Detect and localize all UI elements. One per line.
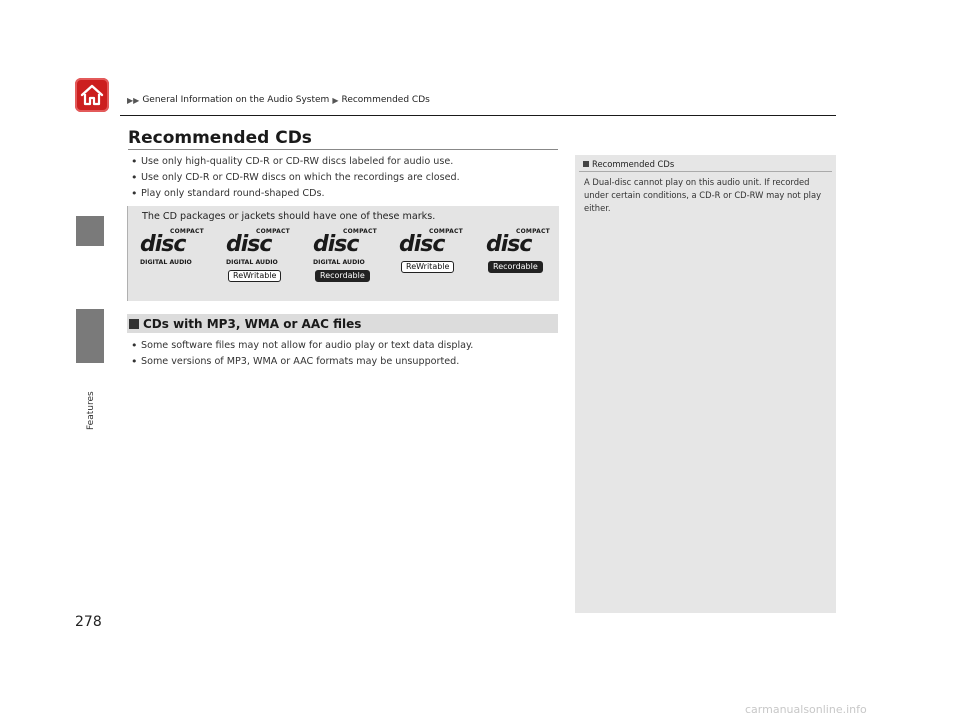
title-divider [128,149,558,150]
mp3-note-list [129,338,473,370]
home-icon [80,83,104,107]
compact-disc-rewritable-logo: COMPACT disc ReWritable [399,228,463,271]
compact-disc-logo: COMPACT disc DIGITAL AUDIO [140,228,204,266]
header-divider [120,115,836,116]
section-square-icon [129,319,139,329]
watermark: carmanualsonline.info [745,703,867,716]
compact-disc-rewritable-logo: COMPACT disc DIGITAL AUDIO ReWritable [226,228,290,280]
recommendation-list [129,154,460,202]
list-item: • Play only standard round-shaped CDs. [129,186,460,202]
cd-marks-box [127,206,559,301]
side-tab[interactable] [76,216,104,246]
note-divider [579,171,832,172]
list-item: • Use only CD-R or CD-RW discs on which the recordings are closed. [129,170,460,186]
note-heading: Recommended CDs [583,159,674,169]
section-heading: CDs with MP3, WMA or AAC files [127,314,558,333]
note-body: A Dual-disc cannot play on this audio unit. If recorded under certain conditions, a CD-R or CD-RW may not play either. [584,177,822,213]
list-item: • Use only high-quality CD-R or CD-RW discs labeled for audio use. [129,154,460,170]
list-item: • Some versions of MP3, WMA or AAC formats may be unsupported. [129,354,473,370]
compact-disc-recordable-logo: COMPACT disc Recordable [486,228,550,271]
breadcrumb-arrow-icon: ▶ [332,95,339,105]
breadcrumb [127,95,430,105]
list-item: • Some software files may not allow for audio play or text data display. [129,338,473,354]
home-button[interactable] [75,78,109,112]
breadcrumb-arrow-icon: ▶▶ [127,95,140,105]
note-marker-icon [583,161,589,167]
breadcrumb-link[interactable]: General Information on the Audio System [142,95,330,105]
side-label: Features [86,391,96,430]
compact-disc-recordable-logo: COMPACT disc DIGITAL AUDIO Recordable [313,228,377,280]
page-number: 278 [75,614,102,630]
side-note-panel [575,155,836,613]
page-title: Recommended CDs [128,128,312,148]
side-tab-features[interactable] [76,309,104,363]
breadcrumb-current: Recommended CDs [341,95,430,105]
marks-caption: The CD packages or jackets should have one of these marks. [142,211,436,222]
